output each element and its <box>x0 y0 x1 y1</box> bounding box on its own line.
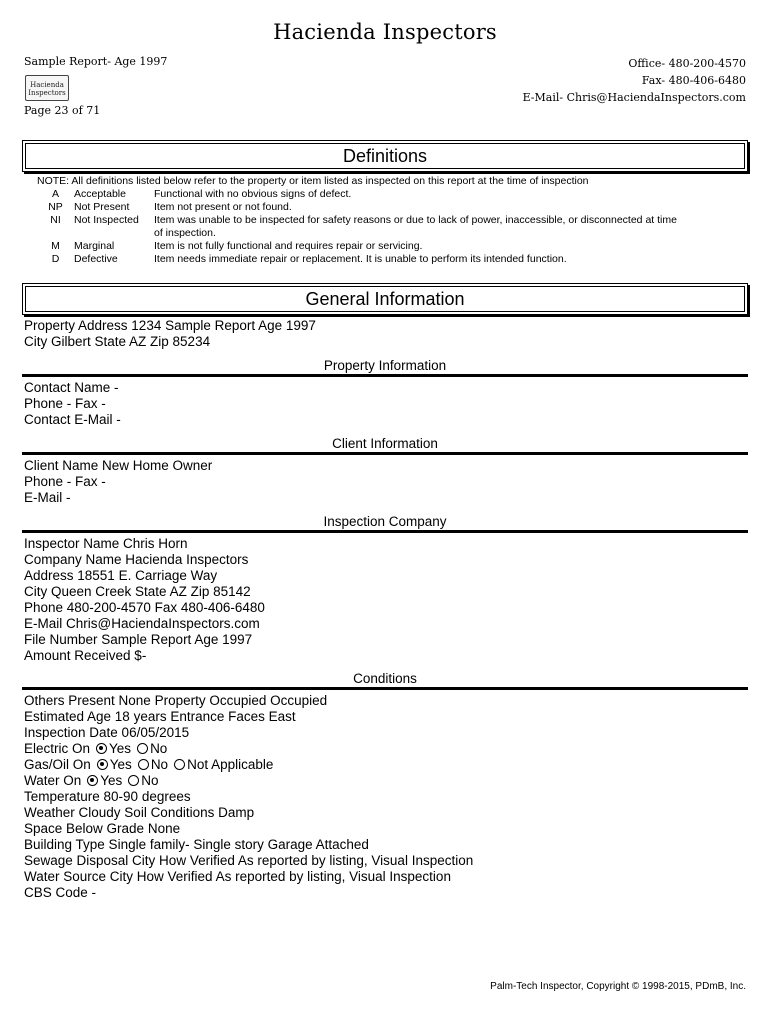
definition-desc: Item is not fully functional and requires repair or servicing. <box>154 240 423 252</box>
definitions-note: NOTE: All definitions listed below refer to the property or item listed as inspected on this report at the time of inspection <box>37 175 589 187</box>
definition-desc: Item not present or not found. <box>154 201 292 213</box>
electric-no-label: No <box>150 741 168 756</box>
file-number: File Number Sample Report Age 1997 <box>24 632 253 647</box>
property-address: Property Address 1234 Sample Report Age 1997 <box>24 318 316 333</box>
building-type: Building Type Single family- Single story Garage Attached <box>24 837 369 852</box>
client-info-heading: Client Information <box>332 436 438 451</box>
contact-block <box>523 55 746 106</box>
company-email: E-Mail Chris@HaciendaInspectors.com <box>24 616 260 631</box>
electric-no-radio[interactable] <box>137 743 148 754</box>
definition-code: NP <box>48 201 63 213</box>
section-rule <box>22 452 748 455</box>
definition-code: A <box>51 188 59 200</box>
water-yes-label: Yes <box>100 773 123 788</box>
electric-on-label: Electric On <box>24 741 91 756</box>
weather: Weather Cloudy Soil Conditions Damp <box>24 805 255 820</box>
water-no-radio[interactable] <box>128 775 139 786</box>
space-below-grade: Space Below Grade None <box>24 821 181 836</box>
gas-na-label: Not Applicable <box>187 757 274 772</box>
water-on-label: Water On <box>24 773 82 788</box>
company-logo <box>25 75 69 101</box>
contact-name: Contact Name - <box>24 380 119 395</box>
definition-label: Marginal <box>74 240 115 252</box>
gas-no-radio[interactable] <box>138 759 149 770</box>
definition-row <box>37 214 737 227</box>
section-rule <box>22 530 748 533</box>
definition-code: M <box>51 240 60 252</box>
report-name: Sample Report- Age 1997 <box>24 55 168 68</box>
definitions-heading <box>22 140 748 172</box>
estimated-age: Estimated Age 18 years Entrance Faces East <box>24 709 296 724</box>
definition-code: D <box>51 253 60 265</box>
company-name: Company Name Hacienda Inspectors <box>24 552 249 567</box>
definition-label: Not Inspected <box>74 214 139 226</box>
definition-row <box>37 188 737 201</box>
company-title: Hacienda Inspectors <box>273 20 497 44</box>
company-address: Address 18551 E. Carriage Way <box>24 568 218 583</box>
client-email: E-Mail - <box>24 490 71 505</box>
gas-yes-label: Yes <box>109 757 132 772</box>
client-name: Client Name New Home Owner <box>24 458 213 473</box>
amount-received: Amount Received $- <box>24 648 147 663</box>
definition-desc: Item was unable to be inspected for safety reasons or due to lack of power, inaccessible, or disconnected at time <box>154 214 677 226</box>
contact-phone: Phone - Fax - <box>24 396 106 411</box>
temperature: Temperature 80-90 degrees <box>24 789 191 804</box>
property-city: City Gilbert State AZ Zip 85234 <box>24 334 211 349</box>
definitions-heading-text: Definitions <box>342 145 428 166</box>
inspector-name: Inspector Name Chris Horn <box>24 536 188 551</box>
inspection-company-heading: Inspection Company <box>323 514 447 529</box>
inspection-date: Inspection Date 06/05/2015 <box>24 725 190 740</box>
contact-email-line: Contact E-Mail - <box>24 412 121 427</box>
definition-label: Not Present <box>74 201 130 213</box>
logo-line-1: Hacienda <box>30 81 64 89</box>
definition-code: NI <box>50 214 61 226</box>
electric-yes-label: Yes <box>109 741 132 756</box>
section-rule <box>22 374 748 377</box>
company-phone: Phone 480-200-4570 Fax 480-406-6480 <box>24 600 265 615</box>
logo-line-2: Inspectors <box>28 89 66 97</box>
office-phone: Office- 480-200-4570 <box>628 57 746 70</box>
copyright-footer: Palm-Tech Inspector, Copyright © 1998-2015, PDmB, Inc. <box>490 981 746 992</box>
water-no-label: No <box>141 773 159 788</box>
definition-row <box>37 201 737 214</box>
property-info-heading: Property Information <box>323 358 447 373</box>
fax-number: Fax- 480-406-6480 <box>641 74 746 87</box>
water-yes-radio[interactable] <box>87 775 98 786</box>
page-number: Page 23 of 71 <box>24 104 101 117</box>
definition-label: Defective <box>74 253 118 265</box>
contact-email: E-Mail- Chris@HaciendaInspectors.com <box>522 91 746 104</box>
gas-na-radio[interactable] <box>174 759 185 770</box>
company-city: City Queen Creek State AZ Zip 85142 <box>24 584 251 599</box>
definition-desc: Functional with no obvious signs of defect. <box>154 188 352 200</box>
sewage-disposal: Sewage Disposal City How Verified As reported by listing, Visual Inspection <box>24 853 474 868</box>
gas-oil-on-label: Gas/Oil On <box>24 757 91 772</box>
water-source: Water Source City How Verified As reported by listing, Visual Inspection <box>24 869 451 884</box>
gas-yes-radio[interactable] <box>97 759 108 770</box>
definition-row-continued <box>37 227 737 240</box>
definition-desc: of inspection. <box>154 227 216 239</box>
electric-on-row <box>24 741 167 757</box>
definition-row <box>37 240 737 253</box>
definition-desc: Item needs immediate repair or replacement. It is unable to perform its intended function. <box>154 253 567 265</box>
water-on-row <box>24 773 159 789</box>
gas-oil-on-row <box>24 757 273 773</box>
definitions-list <box>37 175 737 266</box>
client-phone: Phone - Fax - <box>24 474 106 489</box>
others-present: Others Present None Property Occupied Occupied <box>24 693 328 708</box>
electric-yes-radio[interactable] <box>96 743 107 754</box>
cbs-code: CBS Code - <box>24 885 97 900</box>
gas-no-label: No <box>150 757 169 772</box>
definition-row <box>37 253 737 266</box>
general-info-heading <box>22 283 748 315</box>
general-info-heading-text: General Information <box>305 288 465 309</box>
definition-label: Acceptable <box>74 188 126 200</box>
conditions-heading: Conditions <box>353 671 417 686</box>
section-rule <box>22 687 748 690</box>
